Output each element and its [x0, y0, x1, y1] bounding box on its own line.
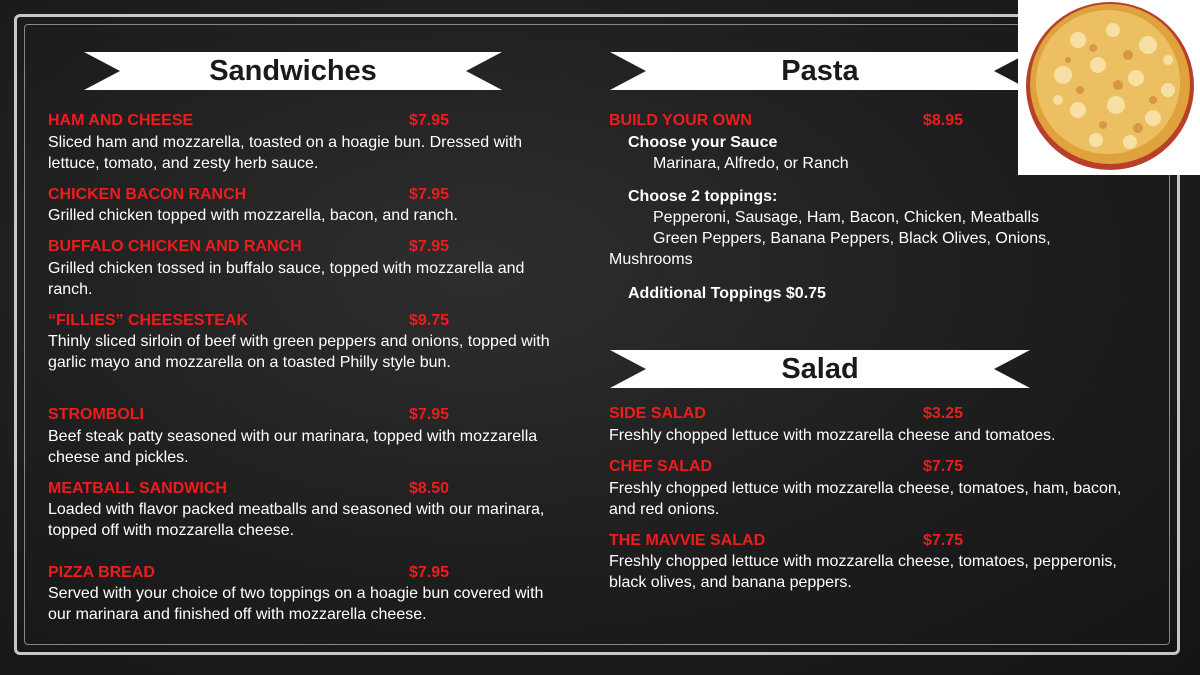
sandwich-item-description: Thinly sliced sirloin of beef with green peppers and onions, topped with garlic mayo and mozzarella on a toasted Philly style bun. [48, 333, 550, 371]
sandwich-item-price: $8.50 [409, 480, 450, 497]
sandwich-item-price: $7.95 [409, 186, 450, 203]
sandwich-item-description: Sliced ham and mozzarella, toasted on a hoagie bun. Dressed with lettuce, tomato, and zesty herb sauce. [48, 134, 523, 172]
toppings-list-line: Mushrooms [609, 251, 693, 268]
salad-item-description: Freshly chopped lettuce with mozzarella cheese and tomatoes. [609, 427, 1056, 444]
toppings-heading: Choose 2 toppings: [628, 188, 778, 205]
sandwich-item-name: “FILLIES” CHEESESTEAK [48, 312, 249, 329]
sandwich-item-description: Loaded with flavor packed meatballs and seasoned with our marinara, topped off with mozzarella cheese. [48, 501, 545, 539]
sauce-options: Marinara, Alfredo, or Ranch [653, 155, 849, 172]
sandwich-item-price: $9.75 [409, 312, 450, 329]
sauce-heading: Choose your Sauce [628, 134, 778, 151]
sandwich-item-description: Grilled chicken topped with mozzarella, bacon, and ranch. [48, 207, 458, 224]
pasta-item-price: $8.95 [923, 112, 964, 129]
salad-item-name: CHEF SALAD [609, 458, 713, 475]
pasta-title: Pasta [781, 55, 859, 87]
salad-title: Salad [781, 353, 859, 385]
pasta-item-name: BUILD YOUR OWN [609, 112, 752, 129]
sandwich-item-price: $7.95 [409, 238, 450, 255]
sandwich-item-name: BUFFALO CHICKEN AND RANCH [48, 238, 302, 255]
sandwich-item-description: Beef steak patty seasoned with our marinara, topped with mozzarella cheese and pickles. [48, 428, 538, 466]
salad-item-name: THE MAVVIE SALAD [609, 532, 766, 549]
salad-item-price: $7.75 [923, 458, 964, 475]
sandwiches-banner [84, 52, 502, 90]
sandwich-item-price: $7.95 [409, 112, 450, 129]
sandwich-item-name: HAM AND CHEESE [48, 112, 194, 129]
toppings-list-line: Pepperoni, Sausage, Ham, Bacon, Chicken, Meatballs [653, 209, 1039, 226]
sandwich-item-name: PIZZA BREAD [48, 564, 155, 581]
additional-toppings: Additional Toppings $0.75 [628, 285, 826, 302]
salad-item-description: Freshly chopped lettuce with mozzarella cheese, tomatoes, pepperonis, black olives, and banana peppers. [609, 553, 1117, 591]
salad-item-price: $7.75 [923, 532, 964, 549]
sandwich-item-price: $7.95 [409, 406, 450, 423]
salad-item-name: SIDE SALAD [609, 405, 706, 422]
salad-banner [610, 350, 1030, 388]
pizza-photo [1018, 0, 1200, 175]
toppings-list-line: Green Peppers, Banana Peppers, Black Olives, Onions, [653, 230, 1051, 247]
salad-item-description: Freshly chopped lettuce with mozzarella cheese, tomatoes, ham, bacon, and red onions. [609, 480, 1122, 518]
sandwich-item-name: STROMBOLI [48, 406, 144, 423]
sandwiches-title: Sandwiches [209, 55, 377, 87]
sandwich-item-description: Served with your choice of two toppings on a hoagie bun covered with our marinara and finished off with mozzarella cheese. [48, 585, 544, 623]
sandwich-item-price: $7.95 [409, 564, 450, 581]
sandwich-item-description: Grilled chicken tossed in buffalo sauce, topped with mozzarella and ranch. [48, 260, 525, 298]
sandwich-item-name: CHICKEN BACON RANCH [48, 186, 247, 203]
pizza-illustration [1018, 0, 1200, 175]
sandwich-item-name: MEATBALL SANDWICH [48, 480, 227, 497]
pasta-banner [610, 52, 1030, 90]
salad-item-price: $3.25 [923, 405, 964, 422]
